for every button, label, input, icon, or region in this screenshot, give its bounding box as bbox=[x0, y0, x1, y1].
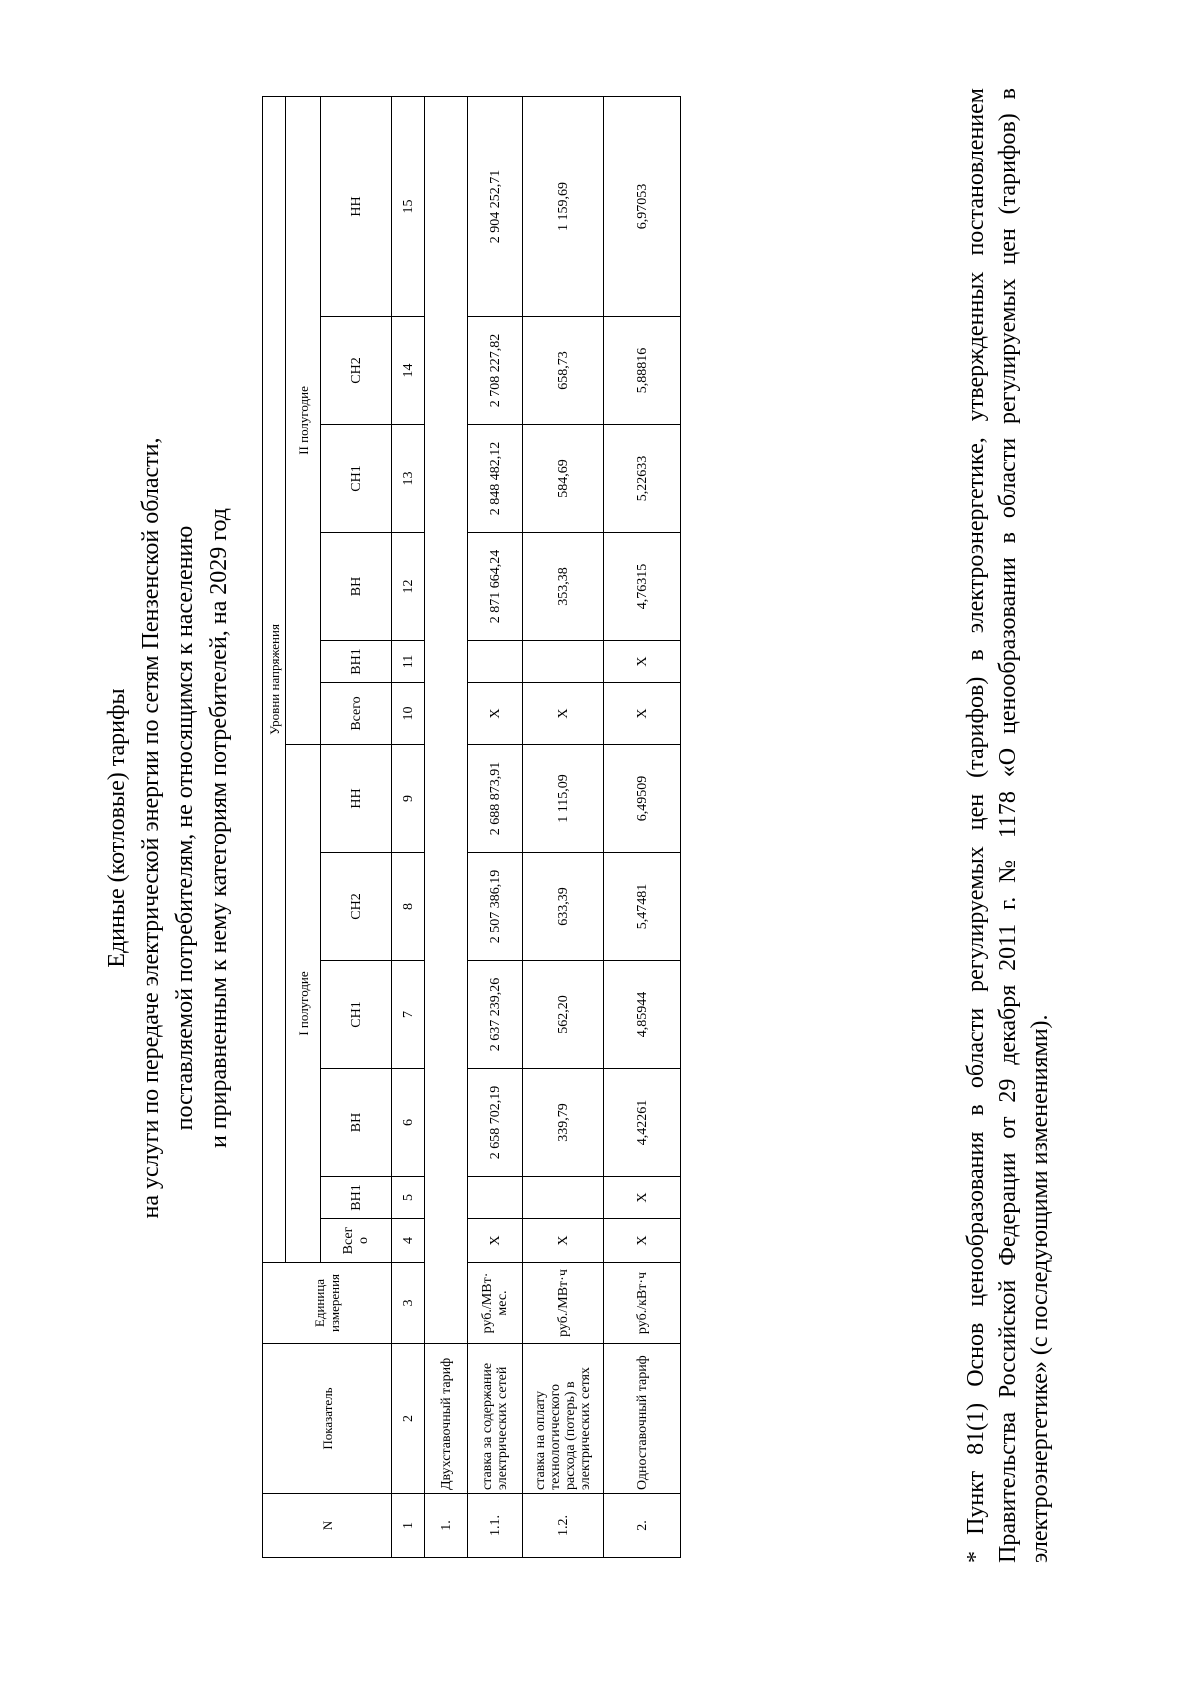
column-number: 12 bbox=[392, 533, 425, 641]
footnote: * Пункт 81(1) Основ ценообразования в области регулируемых цен (тарифов) в электроэнергетике, утвержденных постановлением Правительства Российской Федерации от 29 декабря 2011 г. № 1178 «О ценообразовании в области регулируемых цен (тарифов) в электроэнергетике» (с последующими изменениями). bbox=[963, 88, 1053, 1563]
column-number: 10 bbox=[392, 683, 425, 745]
row-number: 2. bbox=[604, 1494, 681, 1558]
section-label: Двухставочный тариф bbox=[425, 1344, 468, 1494]
column-number: 13 bbox=[392, 425, 425, 533]
cell-h1-nn: 6,49509 bbox=[604, 745, 681, 853]
column-number: 9 bbox=[392, 745, 425, 853]
cell-h1-total: X bbox=[523, 1219, 604, 1263]
cell-h1-vn1 bbox=[523, 1177, 604, 1219]
header-half-2: II полугодие bbox=[286, 96, 321, 744]
section-empty-cell bbox=[425, 96, 468, 1343]
column-number: 7 bbox=[392, 961, 425, 1069]
column-number: 15 bbox=[392, 96, 425, 316]
cell-h1-sn1: 562,20 bbox=[523, 961, 604, 1069]
header-voltage-levels: Уровни напряжения bbox=[263, 96, 286, 1262]
header-col-h1-sn2: СН2 bbox=[321, 853, 392, 961]
title-line-2: на услуги по передаче электрической энергии по сетям Пензенской области, bbox=[138, 437, 164, 1219]
cell-h1-sn2: 633,39 bbox=[523, 853, 604, 961]
table-row bbox=[604, 96, 681, 1557]
cell-h2-sn2: 5,88816 bbox=[604, 317, 681, 425]
cell-h1-total: X bbox=[604, 1219, 681, 1263]
column-number: 6 bbox=[392, 1069, 425, 1177]
header-col-h1-vn: ВН bbox=[321, 1069, 392, 1177]
header-col-h1-sn1: СН1 bbox=[321, 961, 392, 1069]
column-number: 3 bbox=[392, 1263, 425, 1344]
cell-h1-sn2: 2 507 386,19 bbox=[468, 853, 523, 961]
cell-h2-total: X bbox=[523, 683, 604, 745]
cell-h1-sn2: 5,47481 bbox=[604, 853, 681, 961]
cell-h2-sn1: 5,22633 bbox=[604, 425, 681, 533]
cell-h2-sn2: 658,73 bbox=[523, 317, 604, 425]
header-col-h1-vn1: ВН1 bbox=[321, 1177, 392, 1219]
title-line-3: поставляемой потребителям, не относящимся к населению bbox=[172, 525, 198, 1131]
title-line-4: и приравненным к нему категориям потребителей, на 2029 год bbox=[206, 507, 232, 1149]
cell-h2-sn2: 2 708 227,82 bbox=[468, 317, 523, 425]
section-row-two-rate bbox=[425, 96, 468, 1557]
cell-h2-nn: 6,97053 bbox=[604, 96, 681, 316]
row-unit: руб./МВт· мес. bbox=[468, 1263, 523, 1344]
header-unit: Единица измерения bbox=[263, 1263, 392, 1344]
column-number: 4 bbox=[392, 1219, 425, 1263]
cell-h2-total: X bbox=[604, 683, 681, 745]
header-col-h2-vn: ВН bbox=[321, 533, 392, 641]
cell-h2-nn: 2 904 252,71 bbox=[468, 96, 523, 316]
cell-h2-nn: 1 159,69 bbox=[523, 96, 604, 316]
row-number: 1.1. bbox=[468, 1494, 523, 1558]
cell-h1-vn: 2 658 702,19 bbox=[468, 1069, 523, 1177]
cell-h1-vn1: X bbox=[604, 1177, 681, 1219]
column-number: 1 bbox=[392, 1494, 425, 1558]
header-col-h2-vn1: ВН1 bbox=[321, 641, 392, 683]
row-label: ставка за содержание электрических сетей bbox=[468, 1344, 523, 1494]
cell-h1-total: X bbox=[468, 1219, 523, 1263]
cell-h2-vn: 353,38 bbox=[523, 533, 604, 641]
row-number: 1.2. bbox=[523, 1494, 604, 1558]
header-col-h1-total: Всег о bbox=[321, 1219, 392, 1263]
header-col-h2-nn: НН bbox=[321, 96, 392, 316]
header-col-h2-sn1: СН1 bbox=[321, 425, 392, 533]
column-number: 5 bbox=[392, 1177, 425, 1219]
cell-h1-vn: 339,79 bbox=[523, 1069, 604, 1177]
row-unit: руб./кВт·ч bbox=[604, 1263, 681, 1344]
cell-h2-sn1: 2 848 482,12 bbox=[468, 425, 523, 533]
row-label: Одноставочный тариф bbox=[604, 1344, 681, 1494]
row-label: ставка на оплату технологического расхода (потерь) в электрических сетях bbox=[523, 1344, 604, 1494]
tariff-table bbox=[262, 96, 681, 1558]
cell-h2-sn1: 584,69 bbox=[523, 425, 604, 533]
cell-h1-vn1 bbox=[468, 1177, 523, 1219]
column-number-row bbox=[392, 96, 425, 1557]
header-col-h2-total: Всего bbox=[321, 683, 392, 745]
cell-h2-vn1: X bbox=[604, 641, 681, 683]
cell-h1-nn: 1 115,09 bbox=[523, 745, 604, 853]
cell-h1-sn1: 2 637 239,26 bbox=[468, 961, 523, 1069]
column-number: 8 bbox=[392, 853, 425, 961]
title-line-1: Единые (котловые) тарифы bbox=[104, 688, 130, 968]
cell-h1-nn: 2 688 873,91 bbox=[468, 745, 523, 853]
cell-h2-vn: 4,76315 bbox=[604, 533, 681, 641]
cell-h2-vn1 bbox=[523, 641, 604, 683]
cell-h1-vn: 4,42261 bbox=[604, 1069, 681, 1177]
document-title bbox=[100, 98, 236, 1558]
cell-h2-vn1 bbox=[468, 641, 523, 683]
cell-h2-vn: 2 871 664,24 bbox=[468, 533, 523, 641]
row-unit: руб./МВт·ч bbox=[523, 1263, 604, 1344]
cell-h1-sn1: 4,85944 bbox=[604, 961, 681, 1069]
table-row bbox=[523, 96, 604, 1557]
header-indicator: Показатель bbox=[263, 1344, 392, 1494]
header-n: N bbox=[263, 1494, 392, 1558]
column-number: 14 bbox=[392, 317, 425, 425]
header-half-1: I полугодие bbox=[286, 745, 321, 1263]
header-col-h2-sn2: СН2 bbox=[321, 317, 392, 425]
section-number: 1. bbox=[425, 1494, 468, 1558]
table-row bbox=[468, 96, 523, 1557]
column-number: 11 bbox=[392, 641, 425, 683]
column-number: 2 bbox=[392, 1344, 425, 1494]
cell-h2-total: X bbox=[468, 683, 523, 745]
header-col-h1-nn: НН bbox=[321, 745, 392, 853]
